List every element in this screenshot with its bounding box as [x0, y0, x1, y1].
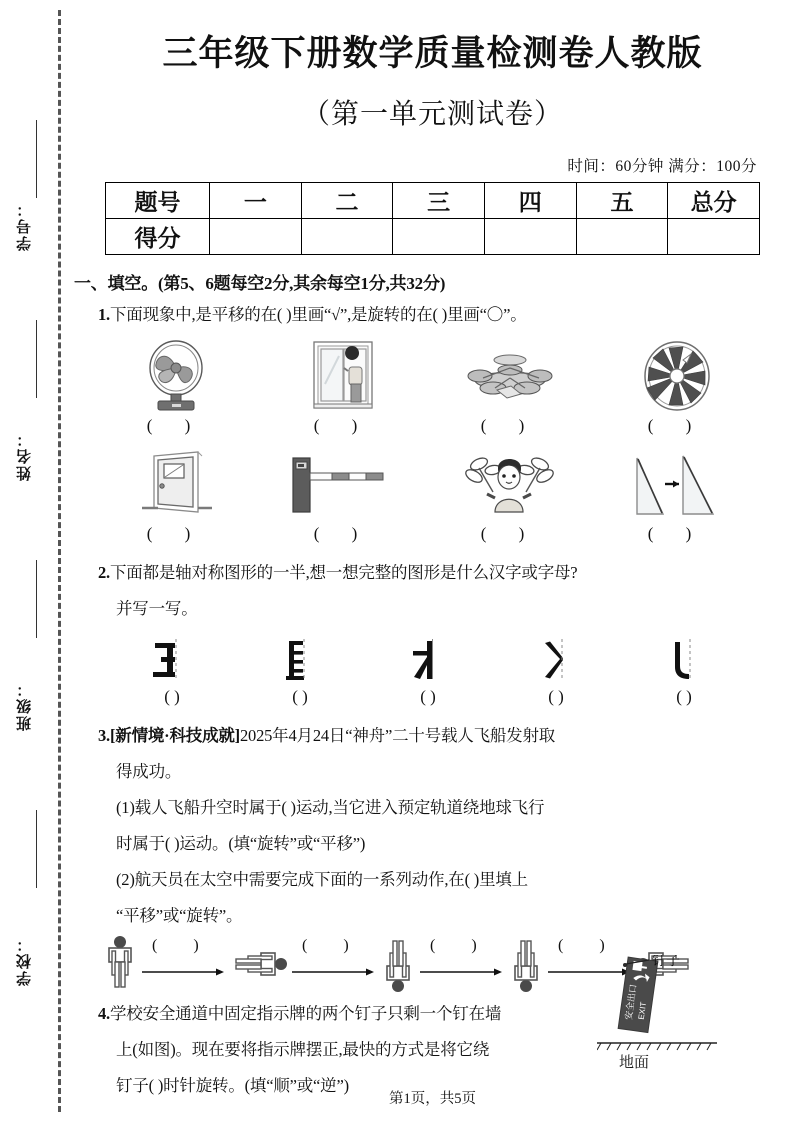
- margin-rule-2: [36, 320, 37, 398]
- score-col-5: 五: [576, 183, 668, 219]
- svg-text:EXIT: EXIT: [636, 1001, 649, 1021]
- sequence-link-2: [288, 935, 380, 993]
- windmill-wheel-icon: [639, 336, 715, 414]
- score-cell-5[interactable]: [576, 219, 668, 255]
- picture-cell-fan: [92, 336, 259, 436]
- score-cell-3[interactable]: [393, 219, 485, 255]
- picture-cell-pinwheel-child: [426, 444, 593, 544]
- question-1-image-row-2: [92, 444, 762, 544]
- margin-label-school: 学校：: [17, 935, 33, 986]
- score-col-2: 二: [301, 183, 393, 219]
- score-table: [105, 182, 760, 255]
- question-3-tag: [新情境·科技成就]: [109, 726, 240, 745]
- section-heading-fill-blanks: 一、填空。(第5、6题每空2分,其余每空1分,共32分): [74, 274, 446, 293]
- answer-paren-1-2[interactable]: ( ): [313, 416, 372, 435]
- arrow-right-icon-2: [292, 967, 376, 977]
- picture-cell-barrier: [259, 444, 426, 544]
- score-col-1: 一: [210, 183, 302, 219]
- arrow-right-icon: [142, 967, 226, 977]
- child-pinwheel-icon: [457, 444, 562, 522]
- picture-cell-window: [259, 336, 426, 436]
- answer-paren-sym-1[interactable]: ( ): [164, 687, 180, 706]
- score-table-row-label-2: 得分: [106, 219, 210, 255]
- answer-paren-sym-3[interactable]: ( ): [420, 687, 436, 706]
- question-4-diagram: [597, 955, 782, 1075]
- question-2-line-1: [98, 558, 793, 588]
- astronaut-rotated-left-icon: [230, 935, 288, 993]
- answer-paren-sym-2[interactable]: ( ): [292, 687, 308, 706]
- answer-paren-sym-4[interactable]: ( ): [548, 687, 564, 706]
- page-footer: 第1页，共5页: [389, 1091, 476, 1107]
- sequence-answer-paren-2[interactable]: ( ): [302, 937, 365, 954]
- shape-cell-5: [620, 634, 748, 707]
- margin-rule-1: [36, 120, 37, 198]
- opening-door-icon: [136, 444, 216, 522]
- margin-label-class: 班级：: [17, 680, 33, 731]
- table-row-header: [106, 183, 760, 219]
- score-cell-total[interactable]: [668, 219, 760, 255]
- half-letter-x-icon: [529, 634, 583, 686]
- svg-text:安全出口: 安全出口: [623, 983, 639, 1021]
- answer-paren-2-4[interactable]: ( ): [647, 524, 706, 543]
- half-character-wang-icon: [145, 634, 199, 686]
- answer-paren-1-4[interactable]: ( ): [647, 416, 706, 435]
- sequence-link-3: [416, 935, 508, 993]
- exam-page: [72, 0, 793, 1122]
- question-2-body-1: 下面都是轴对称图形的一半,想一想完整的图形是什么汉字或字母?: [109, 563, 578, 582]
- question-3-line-5: (2)航天员在太空中需要完成下面的一系列动作,在( )里填上: [116, 870, 528, 889]
- question-3-number: 3.: [98, 726, 110, 745]
- answer-paren-sym-5[interactable]: ( ): [676, 687, 692, 706]
- sequence-answer-paren-1[interactable]: ( ): [152, 937, 215, 954]
- picture-cell-carousel: [426, 336, 593, 436]
- margin-label-name: 姓名：: [17, 430, 33, 481]
- question-1-image-row-1: [92, 336, 762, 436]
- page-title: 三年级下册数学质量检测卷人教版: [162, 34, 703, 73]
- margin-dashed-line: [58, 10, 61, 1112]
- answer-paren-1-1[interactable]: ( ): [146, 416, 205, 435]
- sliding-window-icon: [308, 336, 378, 414]
- picture-cell-triangles: [593, 444, 760, 544]
- barrier-gate-icon: [285, 444, 400, 522]
- sequence-answer-paren-4[interactable]: ( ): [558, 937, 621, 954]
- question-4-line-2: 上(如图)。现在要将指示牌摆正,最快的方式是将它绕: [116, 1040, 490, 1059]
- shape-cell-3: [364, 634, 492, 707]
- half-character-mu-icon: [273, 634, 327, 686]
- answer-paren-2-1[interactable]: ( ): [146, 524, 205, 543]
- score-table-row-label-1: 题号: [106, 183, 210, 219]
- margin-rule-3: [36, 560, 37, 638]
- question-3-line-3: (1)载人飞船升空时属于( )运动,当它进入预定轨道绕地球飞行: [116, 798, 545, 817]
- astronaut-inverted2-icon: [508, 935, 544, 993]
- electric-fan-icon: [140, 336, 212, 414]
- question-4-body-1: 学校安全通道中固定指示牌的两个钉子只剩一个钉在墙: [109, 1004, 502, 1023]
- score-cell-4[interactable]: [484, 219, 576, 255]
- question-1-body: 下面现象中,是平移的在( )里画“√”,是旋转的在( )里画“〇”。: [109, 305, 527, 324]
- translated-triangles-icon: [627, 444, 727, 522]
- sequence-answer-paren-3[interactable]: ( ): [430, 937, 493, 954]
- shape-cell-2: [236, 634, 364, 707]
- question-3-line-1: [98, 721, 793, 751]
- answer-paren-1-3[interactable]: ( ): [480, 416, 539, 435]
- answer-paren-2-2[interactable]: ( ): [313, 524, 372, 543]
- astronaut-upright-icon: [102, 935, 138, 993]
- score-col-3: 三: [393, 183, 485, 219]
- score-col-total: 总分: [668, 183, 760, 219]
- table-row-scores: [106, 219, 760, 255]
- picture-cell-windmill: [593, 336, 760, 436]
- question-4-number: 4.: [98, 1004, 110, 1023]
- half-letter-u-icon: [657, 634, 711, 686]
- margin-label-student-id: 学号：: [17, 200, 33, 251]
- question-4-line-3: 钉子( )时针旋转。(填“顺”或“逆”): [116, 1076, 349, 1095]
- question-2-shapes-row: [108, 634, 748, 707]
- question-3-line-4: 时属于( )运动。(填“旋转”或“平移”): [116, 834, 366, 853]
- astronaut-inverted-icon: [380, 935, 416, 993]
- left-margin-strip: [0, 0, 72, 1122]
- carousel-icon: [455, 336, 565, 414]
- sequence-link-1: [138, 935, 230, 993]
- ground-label: 地面: [619, 1055, 650, 1071]
- score-col-4: 四: [484, 183, 576, 219]
- picture-cell-door: [92, 444, 259, 544]
- shape-cell-1: [108, 634, 236, 707]
- half-character-mu-tree-icon: [401, 634, 455, 686]
- score-cell-1[interactable]: [210, 219, 302, 255]
- exam-meta-info: 时间：60分钟 满分：100分: [567, 158, 757, 175]
- question-3-line-6: “平移”或“旋转”。: [116, 906, 243, 925]
- answer-paren-2-3[interactable]: ( ): [480, 524, 539, 543]
- arrow-right-icon-3: [420, 967, 504, 977]
- question-3-line-2: 得成功。: [116, 762, 182, 781]
- page-subtitle: （第一单元测试卷）: [301, 99, 563, 130]
- question-1-text: [98, 300, 793, 330]
- nail-label: 钉子: [652, 955, 680, 969]
- question-1-number: 1.: [98, 305, 110, 324]
- score-cell-2[interactable]: [301, 219, 393, 255]
- margin-rule-4: [36, 810, 37, 888]
- question-2-number: 2.: [98, 563, 110, 582]
- question-2-line-2: 并写一写。: [116, 599, 198, 618]
- shape-cell-4: [492, 634, 620, 707]
- question-3-body-1: 2025年4月24日“神舟”二十号载人飞船发射取: [239, 726, 556, 745]
